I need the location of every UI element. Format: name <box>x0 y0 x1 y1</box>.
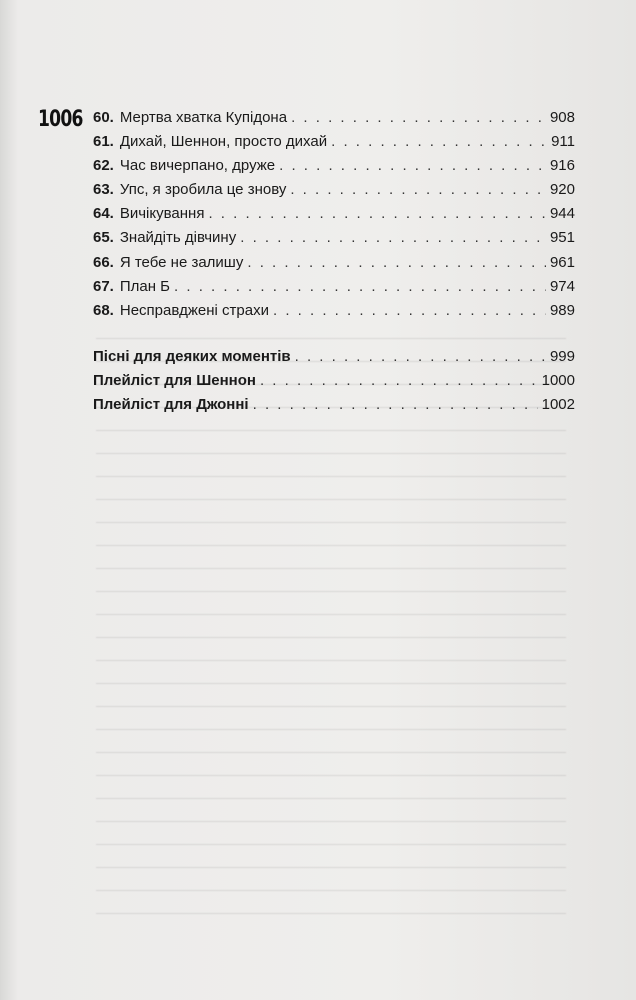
toc-entry <box>93 178 575 202</box>
entry-title: Плейліст для Шеннон <box>93 371 256 389</box>
entry-page-number: 1000 <box>541 371 575 389</box>
entry-title: План Б <box>119 277 171 295</box>
dot-leader <box>260 369 538 393</box>
entry-title: Несправджені страхи <box>119 301 269 319</box>
chapter-number: 60. <box>93 109 114 126</box>
entry-page-number: 1002 <box>541 396 575 414</box>
toc-entry <box>93 275 575 299</box>
dot-leader <box>290 178 546 202</box>
chapter-number: 61. <box>93 133 114 151</box>
entry-page-number: 961 <box>549 253 575 271</box>
chapter-number: 66. <box>93 253 114 271</box>
entry-title: Дихай, Шеннон, просто дихай <box>119 133 328 151</box>
dot-leader <box>279 154 546 178</box>
chapter-number: 67. <box>93 277 114 295</box>
entry-page-number: 908 <box>549 109 575 126</box>
toc-entry <box>93 393 575 417</box>
entry-page-number: 974 <box>549 277 575 295</box>
toc-entry <box>93 154 575 178</box>
entry-title: Знайдіть дівчину <box>119 229 237 247</box>
toc-entry <box>93 106 575 130</box>
toc-entry <box>93 202 575 226</box>
dot-leader <box>291 106 546 130</box>
section-gap <box>93 323 575 345</box>
toc-entry <box>93 369 575 393</box>
entry-title: Пісні для деяких моментів <box>93 347 291 365</box>
entry-page-number: 920 <box>549 181 575 199</box>
toc-entry <box>93 345 575 369</box>
entry-title: Плейліст для Джонні <box>93 396 249 414</box>
entry-title: Час вичерпано, друже <box>119 157 276 175</box>
entry-page-number: 999 <box>549 347 575 365</box>
toc-entry <box>93 226 575 250</box>
toc-entry <box>93 251 575 275</box>
chapter-list <box>93 106 575 323</box>
dot-leader <box>253 393 538 417</box>
chapter-number: 62. <box>93 157 114 175</box>
entry-title: Упс, я зробила це знову <box>119 181 287 199</box>
chapter-number: 63. <box>93 181 114 199</box>
table-of-contents <box>93 106 575 417</box>
dot-leader <box>273 299 546 323</box>
chapter-number: 64. <box>93 205 114 223</box>
dot-leader <box>208 202 546 226</box>
entry-title: Мертва хватка Купідона <box>119 109 288 126</box>
entry-page-number: 916 <box>549 157 575 175</box>
toc-entry <box>93 299 575 323</box>
dot-leader <box>247 251 546 275</box>
entry-title: Вичікування <box>119 205 205 223</box>
dot-leader <box>295 345 546 369</box>
entry-page-number: 944 <box>549 205 575 223</box>
chapter-number: 68. <box>93 301 114 319</box>
page-number: 1006 <box>38 107 83 132</box>
chapter-number: 65. <box>93 229 114 247</box>
entry-title: Я тебе не залишу <box>119 253 244 271</box>
dot-leader <box>240 226 546 250</box>
entry-page-number: 951 <box>549 229 575 247</box>
dot-leader <box>174 275 546 299</box>
extras-list <box>93 345 575 417</box>
entry-page-number: 911 <box>551 133 575 151</box>
toc-entry <box>93 130 575 154</box>
entry-page-number: 989 <box>549 301 575 319</box>
dot-leader <box>331 130 547 154</box>
